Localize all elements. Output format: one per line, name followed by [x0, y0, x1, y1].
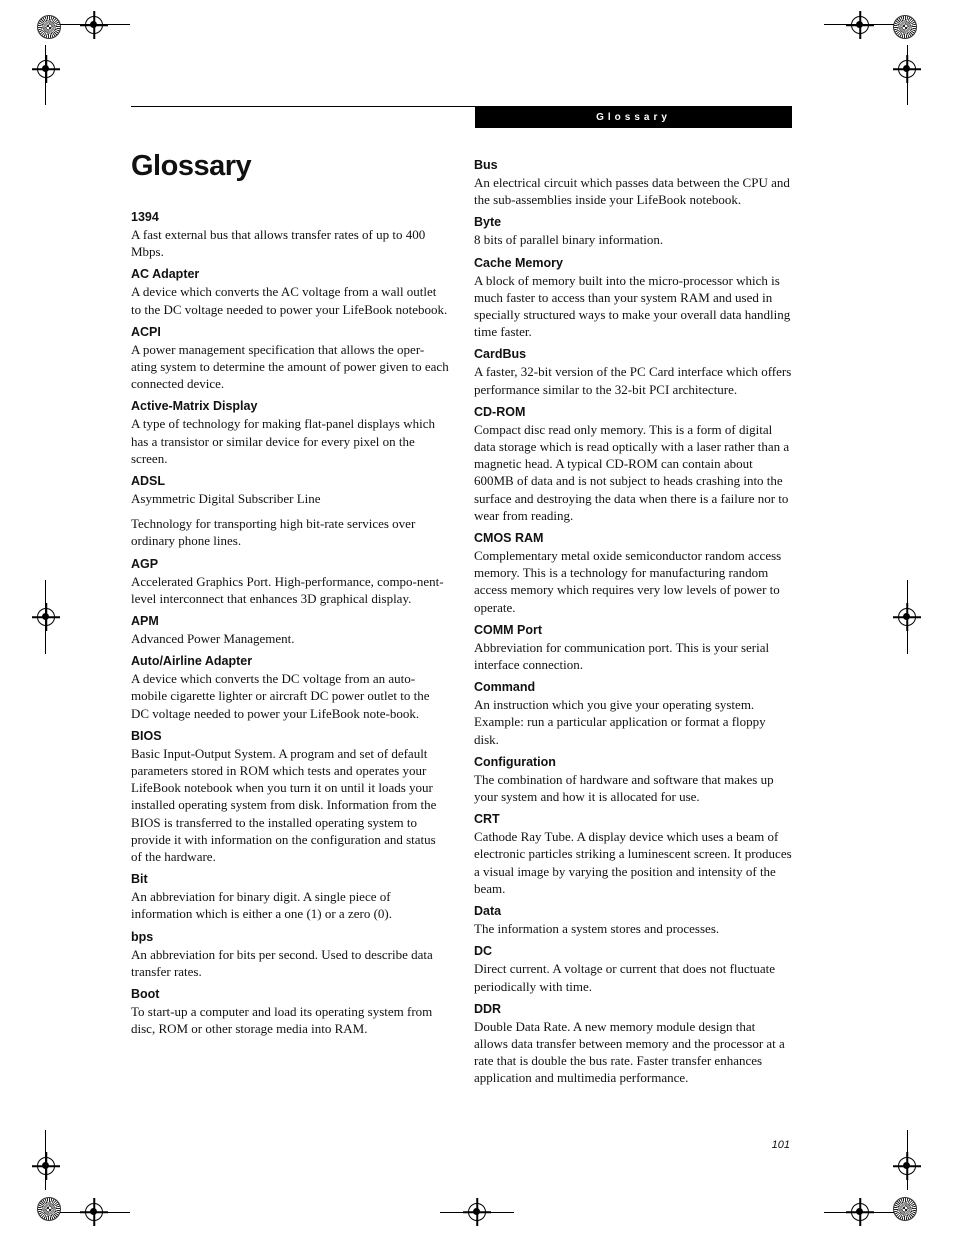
glossary-term: BIOS: [131, 728, 162, 743]
glossary-definition: Direct current. A voltage or current that does not fluctuate periodically with time.: [474, 961, 776, 994]
glossary-definition: Compact disc read only memory. This is a form of digital data storage which is read optically with a laser rather than a magnetic head. A typical CD-ROM can contain about 600MB of data and is not subject to heads crashing into the surface and destroying the data when there is a failure nor to wear from reading.: [474, 421, 790, 523]
registration-mark-icon: [898, 60, 916, 78]
crop-line: [824, 24, 894, 25]
glossary-definition: Double Data Rate. A new memory module design that allows data transfer between memory and the processor at a rate that is double the bus rate. Faster transfer enhances application and multimedia performance.: [474, 1018, 785, 1086]
glossary-term: CMOS RAM: [474, 531, 544, 546]
glossary-entry: [131, 613, 449, 647]
glossary-definition: The combination of hardware and software that makes up your system and how it is allocated for use.: [474, 771, 774, 805]
glossary-entry: [474, 255, 792, 341]
registration-mark-icon: [851, 16, 869, 34]
glossary-definition: Advanced Power Management.: [131, 631, 295, 647]
section-header-bar: [475, 106, 792, 128]
glossary-entry: [131, 398, 449, 467]
registration-mark-icon: [37, 1157, 55, 1175]
glossary-term: Cache Memory: [474, 255, 563, 270]
glossary-entry: [131, 209, 449, 260]
glossary-term: AC Adapter: [131, 267, 200, 282]
glossary-entry: [131, 556, 449, 607]
glossary-term: Bus: [474, 158, 498, 172]
glossary-term: ADSL: [131, 474, 166, 489]
glossary-definition: A fast external bus that allows transfer rates of up to 400 Mbps.: [131, 227, 426, 260]
glossary-definition: A power management specification that allows the oper-ating system to determine the amount of power given to each connected device.: [131, 341, 449, 392]
glossary-definition: 8 bits of parallel binary information.: [474, 232, 664, 248]
glossary-entry: [131, 473, 449, 550]
glossary-definition: An abbreviation for bits per second. Used to describe data transfer rates.: [131, 946, 433, 979]
glossary-definition: The information a system stores and processes.: [474, 921, 720, 937]
registration-mark-icon: [898, 608, 916, 626]
registration-mark-icon: [898, 1157, 916, 1175]
glossary-term: Command: [474, 680, 536, 695]
glossary-term: Byte: [474, 215, 502, 230]
right-column: [474, 157, 792, 1093]
glossary-entry: [131, 871, 449, 922]
glossary-term: APM: [131, 614, 159, 629]
glossary-term: 1394: [131, 210, 159, 224]
glossary-entry: [131, 728, 449, 865]
glossary-definition: A device which converts the AC voltage from a wall outlet to the DC voltage needed to power your LifeBook notebook.: [131, 284, 448, 317]
crop-line: [60, 24, 130, 25]
registration-mark-icon: [468, 1203, 486, 1221]
glossary-term: Active-Matrix Display: [131, 399, 258, 414]
glossary-definition: A device which converts the DC voltage from an auto-mobile cigarette lighter or aircraft DC power outlet to the DC voltage needed to power your LifeBook note-book.: [131, 671, 430, 721]
glossary-definition: Asymmetric Digital Subscriber Line: [131, 491, 321, 507]
glossary-term: CD-ROM: [474, 404, 526, 419]
glossary-definition: A faster, 32-bit version of the PC Card interface which offers performance similar to the 32-bit PCI architecture.: [474, 364, 792, 397]
glossary-entry: [131, 653, 449, 722]
glossary-definition: Cathode Ray Tube. A display device which uses a beam of electronic particles striking a luminescent screen. It produces a visual image by varying the position and intensity of the beam.: [474, 829, 792, 896]
glossary-entry: [474, 903, 792, 937]
glossary-entry: [474, 622, 792, 673]
color-target-icon: [893, 15, 917, 39]
glossary-entry: [474, 530, 792, 616]
registration-mark-icon: [85, 16, 103, 34]
glossary-definition: A type of technology for making flat-panel displays which has a transistor or similar device for every pixel on the screen.: [131, 416, 435, 466]
glossary-definition: An electrical circuit which passes data between the CPU and the sub-assemblies inside your LifeBook notebook.: [474, 175, 790, 208]
glossary-entry: [131, 266, 449, 317]
glossary-definition: Accelerated Graphics Port. High-performance, compo-nent-level interconnect that enhances 3D graphical display.: [131, 573, 444, 606]
glossary-entry: [474, 346, 792, 397]
glossary-term: CRT: [474, 812, 500, 827]
glossary-term: Configuration: [474, 754, 556, 769]
glossary-definition: An abbreviation for binary digit. A single piece of information which is either a one (1) or a zero (0).: [131, 889, 392, 922]
left-column: [131, 209, 449, 1044]
glossary-definition: Basic Input-Output System. A program and set of default parameters stored in ROM which tests and operates your LifeBook notebook when you turn it on until it loads your installed operating system from disk. Information from the BIOS is transferred to the installed operating system to provide it with information on the configuration and status of the hardware.: [131, 745, 437, 865]
glossary-entry: [474, 1001, 792, 1087]
glossary-term: ACPI: [131, 324, 161, 339]
crop-line: [60, 1212, 130, 1213]
glossary-definition: A block of memory built into the micro-processor which is much faster to access than your system RAM and used in specially structured ways to make your overall data handling time faster.: [474, 272, 791, 340]
glossary-entry: [474, 811, 792, 897]
glossary-definition: Abbreviation for communication port. This is your serial interface connection.: [474, 639, 770, 673]
glossary-entry: [474, 404, 792, 524]
color-target-icon: [37, 15, 61, 39]
glossary-entry: [474, 214, 792, 248]
glossary-entry: [474, 157, 792, 208]
glossary-entry: [131, 324, 449, 393]
crop-line: [824, 1212, 894, 1213]
header-rule: [131, 106, 475, 107]
glossary-term: Boot: [131, 987, 160, 1002]
color-target-icon: [893, 1197, 917, 1221]
glossary-entry: [474, 754, 792, 805]
page-number: 101: [771, 1139, 790, 1151]
glossary-term: COMM Port: [474, 622, 543, 637]
glossary-term: Data: [474, 904, 502, 919]
glossary-definition: Complementary metal oxide semiconductor random access memory. This is a technology for manufacturing random access memory which requires very low levels of power to operate.: [474, 548, 782, 615]
glossary-term: DDR: [474, 1001, 502, 1016]
glossary-term: DC: [474, 944, 493, 959]
glossary-entry: [474, 679, 792, 748]
glossary-entry: [131, 929, 449, 980]
registration-mark-icon: [37, 608, 55, 626]
glossary-term: Auto/Airline Adapter: [131, 654, 253, 669]
glossary-entry: [474, 943, 792, 994]
section-label: Glossary: [596, 111, 671, 123]
glossary-definition: Technology for transporting high bit-rate services over ordinary phone lines.: [131, 516, 416, 549]
glossary-term: Bit: [131, 872, 148, 887]
glossary-term: CardBus: [474, 347, 527, 362]
glossary-definition: An instruction which you give your operating system. Example: run a particular application or format a floppy disk.: [474, 697, 766, 747]
glossary-term: AGP: [131, 556, 159, 571]
glossary-term: bps: [131, 929, 154, 944]
registration-mark-icon: [37, 60, 55, 78]
color-target-icon: [37, 1197, 61, 1221]
glossary-definition: To start-up a computer and load its operating system from disc, ROM or other storage media into RAM.: [131, 1004, 433, 1037]
glossary-entry: [131, 986, 449, 1037]
page-title: Glossary: [131, 150, 252, 182]
